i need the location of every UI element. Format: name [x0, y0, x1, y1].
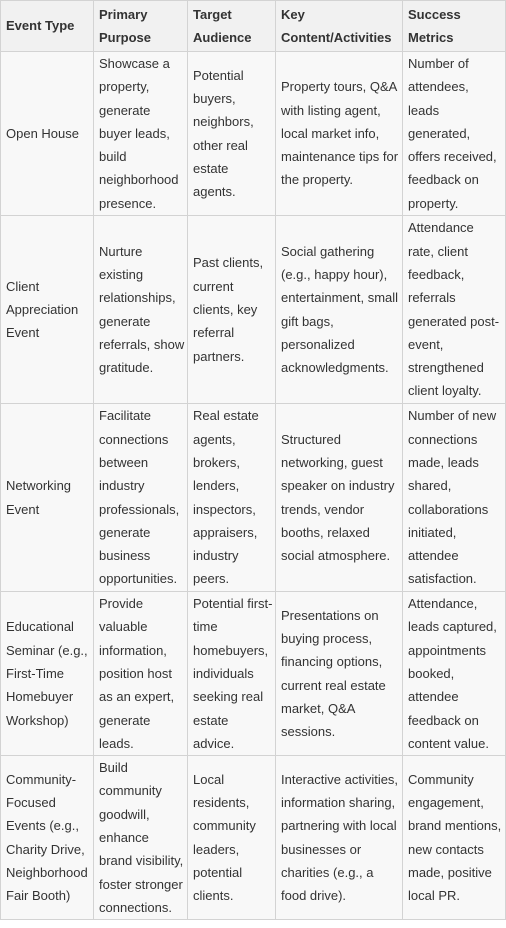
cell-target-audience: Potential first-time homebuyers, individuals seeking real estate advice.: [188, 592, 276, 756]
cell-event-type: Community-Focused Events (e.g., Charity Drive, Neighborhood Fair Booth): [1, 756, 94, 920]
cell-primary-purpose: Showcase a property, generate buyer leads, build neighborhood presence.: [94, 52, 188, 216]
cell-success-metrics: Attendance, leads captured, appointments booked, attendee feedback on content value.: [403, 592, 506, 756]
cell-event-type: Networking Event: [1, 404, 94, 592]
cell-key-content: Interactive activities, information sharing, partnering with local businesses or charities (e.g., a food drive).: [276, 756, 403, 920]
cell-event-type: Open House: [1, 52, 94, 216]
cell-primary-purpose: Provide valuable information, position host as an expert, generate leads.: [94, 592, 188, 756]
cell-success-metrics: Attendance rate, client feedback, referrals generated post-event, strengthened client loyalty.: [403, 216, 506, 404]
table-row: [1, 52, 506, 216]
cell-success-metrics: Number of new connections made, leads shared, collaborations initiated, attendee satisfaction.: [403, 404, 506, 592]
header-target-audience: Target Audience: [188, 1, 276, 52]
cell-primary-purpose: Nurture existing relationships, generate referrals, show gratitude.: [94, 216, 188, 404]
cell-key-content: Social gathering (e.g., happy hour), entertainment, small gift bags, personalized acknowledgments.: [276, 216, 403, 404]
cell-primary-purpose: Facilitate connections between industry professionals, generate business opportunities.: [94, 404, 188, 592]
cell-success-metrics: Community engagement, brand mentions, new contacts made, positive local PR.: [403, 756, 506, 920]
cell-target-audience: Potential buyers, neighbors, other real estate agents.: [188, 52, 276, 216]
header-success-metrics: Success Metrics: [403, 1, 506, 52]
cell-event-type: Client Appreciation Event: [1, 216, 94, 404]
table-row: [1, 216, 506, 404]
header-row: [1, 1, 506, 52]
table-row: [1, 756, 506, 920]
table-row: [1, 592, 506, 756]
header-event-type: Event Type: [1, 1, 94, 52]
cell-event-type: Educational Seminar (e.g., First-Time Homebuyer Workshop): [1, 592, 94, 756]
cell-primary-purpose: Build community goodwill, enhance brand visibility, foster stronger connections.: [94, 756, 188, 920]
header-key-content: Key Content/Activities: [276, 1, 403, 52]
cell-target-audience: Local residents, community leaders, potential clients.: [188, 756, 276, 920]
cell-key-content: Structured networking, guest speaker on industry trends, vendor booths, relaxed social atmosphere.: [276, 404, 403, 592]
cell-target-audience: Real estate agents, brokers, lenders, inspectors, appraisers, industry peers.: [188, 404, 276, 592]
cell-success-metrics: Number of attendees, leads generated, offers received, feedback on property.: [403, 52, 506, 216]
header-primary-purpose: Primary Purpose: [94, 1, 188, 52]
cell-key-content: Presentations on buying process, financing options, current real estate market, Q&A sessions.: [276, 592, 403, 756]
cell-key-content: Property tours, Q&A with listing agent, local market info, maintenance tips for the property.: [276, 52, 403, 216]
table-row: [1, 404, 506, 592]
cell-target-audience: Past clients, current clients, key referral partners.: [188, 216, 276, 404]
